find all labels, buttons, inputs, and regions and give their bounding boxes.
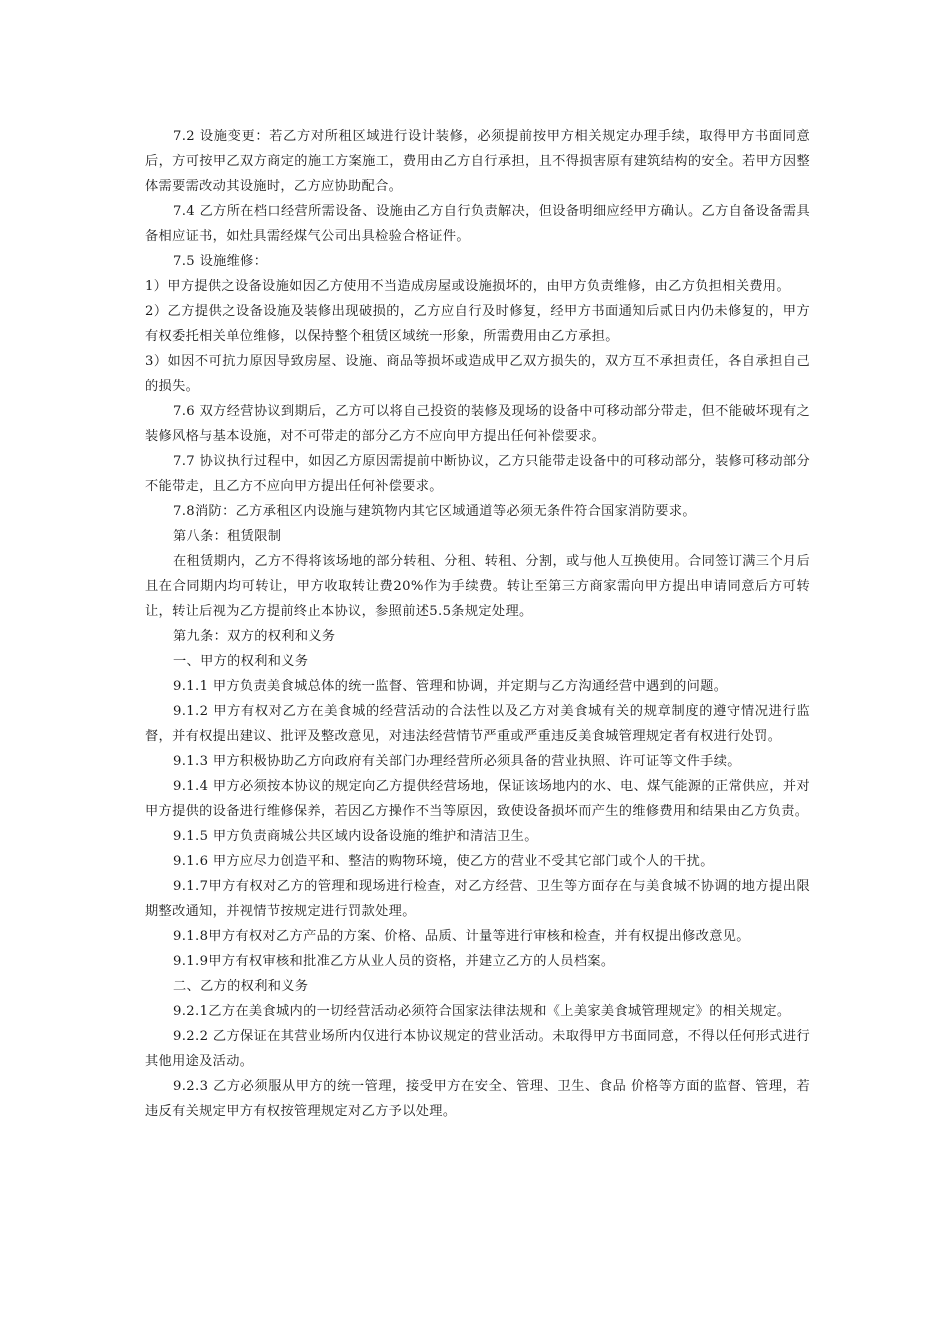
article-9-heading: 第九条：双方的权利和义务 [173, 629, 336, 644]
clause-9-1-7: 9.1.7甲方有权对乙方的管理和现场进行检查，对乙方经营、卫生等方面存在与美食城不协调的地方提出限期整改通知，并视情节按规定进行罚款处理。 [145, 879, 810, 919]
article-8-body: 在租赁期内，乙方不得将该场地的部分转租、分租、转租、分割，或与他人互换使用。合同签订满三个月后且在合同期内均可转让，甲方收取转让费20%作为手续费。转让至第三方商家需向甲方提出申请同意后方可转让，转让后视为乙方提前终止本协议，参照前述5.5条规定处理。 [145, 554, 810, 619]
clause-9-2-1: 9.2.1乙方在美食城内的一切经营活动必须符合国家法律法规和《上美家美食城管理规定》的相关规定。 [173, 1004, 791, 1019]
clause-7-5-item-3: 3）如因不可抗力原因导致房屋、设施、商品等损坏或造成甲乙双方损失的，双方互不承担责任，各自承担自己的损失。 [145, 354, 810, 394]
clause-7-6: 7.6 双方经营协议到期后，乙方可以将自己投资的装修及现场的设备中可移动部分带走，但不能破坏现有之装修风格与基本设施，对不可带走的部分乙方不应向甲方提出任何补偿要求。 [145, 404, 810, 444]
clause-9-2-3: 9.2.3 乙方必须服从甲方的统一管理，接受甲方在安全、管理、卫生、食品 价格等方面的监督、管理，若违反有关规定甲方有权按管理规定对乙方予以处理。 [145, 1079, 810, 1119]
clause-7-4: 7.4 乙方所在档口经营所需设备、设施由乙方自行负责解决，但设备明细应经甲方确认。乙方自备设备需具备相应证书，如灶具需经煤气公司出具检验合格证件。 [145, 204, 810, 244]
clause-7-5-heading: 7.5 设施维修： [173, 254, 268, 269]
clause-9-1-6: 9.1.6 甲方应尽力创造平和、整洁的购物环境，使乙方的营业不受其它部门或个人的干扰。 [173, 854, 714, 869]
clause-9-1-9: 9.1.9甲方有权审核和批准乙方从业人员的资格，并建立乙方的人员档案。 [173, 954, 615, 969]
clause-9-1-2: 9.1.2 甲方有权对乙方在美食城的经营活动的合法性以及乙方对美食城有关的规章制度的遵守情况进行监督，并有权提出建议、批评及整改意见，对违法经营情节严重或严重违反美食城管理规定者有权进行处罚。 [145, 704, 810, 744]
clause-9-1-3: 9.1.3 甲方积极协助乙方向政府有关部门办理经营所必须具备的营业执照、许可证等文件手续。 [173, 754, 741, 769]
article-8-heading: 第八条：租赁限制 [173, 529, 282, 544]
clause-7-8: 7.8消防：乙方承租区内设施与建筑物内其它区域通道等必须无条件符合国家消防要求。 [173, 504, 696, 519]
clause-9-2-2: 9.2.2 乙方保证在其营业场所内仅进行本协议规定的营业活动。未取得甲方书面同意，不得以任何形式进行其他用途及活动。 [145, 1029, 810, 1069]
clause-9-1-5: 9.1.5 甲方负责商城公共区域内设备设施的维护和清洁卫生。 [173, 829, 538, 844]
clause-7-5-item-1: 1）甲方提供之设备设施如因乙方使用不当造成房屋或设施损坏的，由甲方负责维修，由乙方负担相关费用。 [145, 279, 790, 294]
clause-9-1-1: 9.1.1 甲方负责美食城总体的统一监督、管理和协调，并定期与乙方沟通经营中遇到的问题。 [173, 679, 728, 694]
party-a-heading: 一、甲方的权利和义务 [173, 654, 309, 669]
party-b-heading: 二、乙方的权利和义务 [173, 979, 309, 994]
clause-7-7: 7.7 协议执行过程中，如因乙方原因需提前中断协议，乙方只能带走设备中的可移动部分，装修可移动部分不能带走，且乙方不应向甲方提出任何补偿要求。 [145, 454, 810, 494]
clause-9-1-4: 9.1.4 甲方必须按本协议的规定向乙方提供经营场地，保证该场地内的水、电、煤气能源的正常供应，并对甲方提供的设备进行维修保养，若因乙方操作不当等原因，致使设备损坏而产生的维修费用和结果由乙方负责。 [145, 779, 810, 819]
clause-7-2: 7.2 设施变更：若乙方对所租区域进行设计装修，必须提前按甲方相关规定办理手续，取得甲方书面同意后，方可按甲乙双方商定的施工方案施工，费用由乙方自行承担，且不得损害原有建筑结构的安全。若甲方因整体需要需改动其设施时，乙方应协助配合。 [145, 129, 810, 194]
clause-9-1-8: 9.1.8甲方有权对乙方产品的方案、价格、品质、计量等进行审核和检查，并有权提出修改意见。 [173, 929, 750, 944]
document-body [145, 124, 810, 1124]
clause-7-5-item-2: 2）乙方提供之设备设施及装修出现破损的，乙方应自行及时修复，经甲方书面通知后贰日内仍未修复的，甲方有权委托相关单位维修，以保持整个租赁区域统一形象，所需费用由乙方承担。 [145, 304, 810, 344]
